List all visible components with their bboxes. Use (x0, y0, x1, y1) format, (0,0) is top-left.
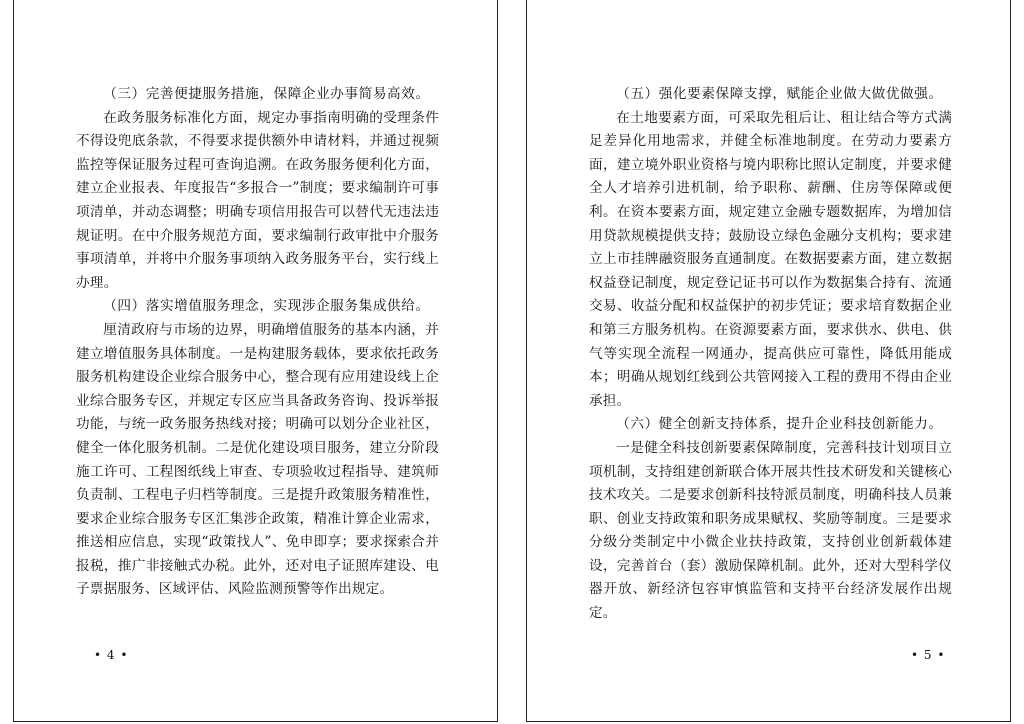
section-heading: （四）落实增值服务理念，实现涉企服务集成供给。 (103, 298, 430, 315)
document-page-left (13, 0, 498, 722)
body-paragraph: 在政务服务标准化方面，规定办事指南明确的受理条件不得设兜底条款，不得要求提供额外申请材料，并通过视频监控等保证服务过程可查询追溯。在政务服务便利化方面，建立企业报表、年度报告“多报合一”制度；要求编制许可事项清单，并动态调整；明确专项信用报告可以替代无违法违规证明。在中介服务规范方面，要求编制行政审批中介服务事项清单，并将中介服务事项纳入政务服务平台，实行线上办理。 (76, 109, 439, 291)
page-number: • 4 • (94, 648, 129, 662)
page-body (76, 83, 439, 602)
body-paragraph: 在土地要素方面，可采取先租后让、租让结合等方式满足差异化用地需求，并健全标准地制度。在劳动力要素方面，建立境外职业资格与境内职称比照认定制度，并要求健全人才培养引进机制，给予职称、薪酬、住房等保障或便利。在资本要素方面，规定建立金融专题数据库，为增加信用贷款规模提供支持；鼓励设立绿色金融分支机构；要求建立上市挂牌融资服务直通制度。在数据要素方面，建立数据权益登记制度，规定登记证书可以作为数据集合持有、流通交易、收益分配和权益保护的初步凭证；要求培育数据企业和第三方服务机构。在资源要素方面，要求供水、供电、供气等实现全流程一网通办，提高供应可靠性，降低用能成本；明确从规划红线到公共管网接入工程的费用不得由企业承担。 (589, 109, 952, 409)
document-page-right (526, 0, 1011, 722)
section-heading: （六）健全创新支持体系，提升企业科技创新能力。 (616, 416, 943, 433)
section-heading: （五）强化要素保障支撑，赋能企业做大做优做强。 (616, 86, 943, 102)
page-number: • 5 • (911, 648, 946, 662)
body-paragraph: 厘清政府与市场的边界，明确增值服务的基本内涵，并建立增值服务具体制度。一是构建服务载体，要求依托政务服务机构建设企业综合服务中心，整合现有应用建设线上企业综合服务专区，并规定专区应当具备政务咨询、投诉举报功能，与统一政务服务热线对接；明确可以划分企业社区，健全一体化服务机制。二是优化建设项目服务，建立分阶段施工许可、工程图纸线上审查、专项验收过程指导、建筑师负责制、工程电子归档等制度。三是提升政策服务精准性，要求企业综合服务专区汇集涉企政策，精准计算企业需求，推送相应信息，实现“政策找人”、免申即享；要求探索合并报税，推广非接触式办税。此外，还对电子证照库建设、电子票据服务、区域评估、风险监测预警等作出规定。 (76, 321, 439, 598)
page-body (589, 83, 952, 626)
section-heading: （三）完善便捷服务措施，保障企业办事简易高效。 (103, 86, 430, 102)
body-paragraph: 一是健全科技创新要素保障制度，完善科技计划项目立项机制，支持组建创新联合体开展共性技术研发和关键核心技术攻关。二是要求创新科技特派员制度，明确科技人员兼职、创业支持政策和职务成果赋权、奖励等制度。三是要求分级分类制定中小微企业扶持政策，支持创业创新载体建设，完善首台（套）激励保障机制。此外，还对大型科学仪器开放、新经济包容审慎监管和支持平台经济发展作出规定。 (589, 439, 952, 622)
